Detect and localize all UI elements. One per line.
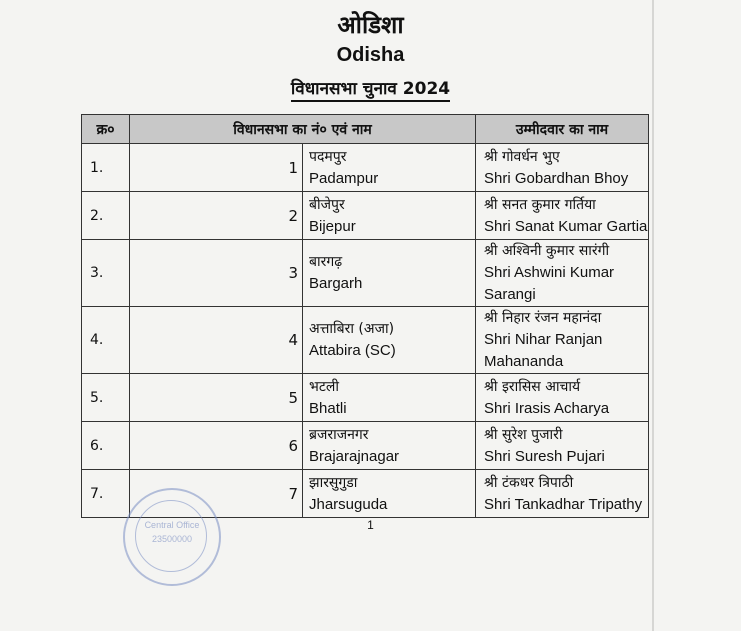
constituency-name-hindi: झारसुगुडा [309, 474, 358, 491]
candidate-name-english: Shri Sanat Kumar Gartia [484, 217, 648, 235]
page-title-hindi: ओडिशा [337, 11, 404, 39]
party-seal-stamp [123, 488, 221, 586]
candidate-name-hindi: श्री गोवर्धन भुए [484, 148, 560, 165]
candidate-name-cell [476, 240, 649, 307]
candidate-name-hindi: श्री सनत कुमार गर्तिया [484, 196, 596, 213]
constituency-name-cell [303, 307, 476, 374]
constituency-number-cell: 4 [130, 307, 303, 374]
constituency-name-cell [303, 192, 476, 240]
serial-cell: 7. [82, 470, 130, 518]
constituency-name-english: Attabira (SC) [309, 342, 396, 359]
candidate-name-english: Shri Ashwini Kumar Sarangi [484, 264, 615, 303]
page-subtitle [0, 76, 741, 99]
serial-cell: 6. [82, 422, 130, 470]
candidate-name-cell [476, 470, 649, 518]
subtitle-text: विधानसभा चुनाव 2024 [291, 79, 450, 102]
candidate-name-english: Shri Nihar Ranjan Mahananda [484, 331, 603, 370]
constituency-name-cell [303, 470, 476, 518]
constituency-name-english: Padampur [309, 169, 379, 187]
constituency-number-cell: 2 [130, 192, 303, 240]
candidate-name-hindi: श्री अश्विनी कुमार सारंगी [484, 243, 610, 259]
constituency-name-english: Bijepur [309, 217, 356, 235]
candidate-name-english: Shri Irasis Acharya [484, 399, 610, 417]
table-row [82, 422, 649, 470]
serial-cell: 5. [82, 374, 130, 422]
serial-cell: 1. [82, 144, 130, 192]
seal-text-office: Central Office [144, 520, 200, 530]
serial-cell: 4. [82, 307, 130, 374]
header-serial: क्र० [82, 115, 130, 144]
page-number: 1 [367, 518, 374, 532]
constituency-name-hindi: भटली [309, 378, 340, 395]
constituency-number-cell: 5 [130, 374, 303, 422]
candidates-table [81, 114, 649, 518]
constituency-name-english: Bhatli [309, 399, 347, 417]
table-row [82, 240, 649, 307]
constituency-name-cell [303, 144, 476, 192]
table-row [82, 307, 649, 374]
table-row [82, 144, 649, 192]
constituency-name-hindi: बारगढ़ [309, 254, 343, 270]
table-body [82, 144, 649, 518]
candidate-name-hindi: श्री सुरेश पुजारी [484, 426, 563, 443]
table-header-row [82, 115, 649, 144]
constituency-name-hindi: पदमपुर [309, 148, 347, 165]
page-title-english: Odisha [336, 44, 405, 66]
serial-cell: 3. [82, 240, 130, 307]
table-row [82, 374, 649, 422]
candidate-name-hindi: श्री निहार रंजन महानंदा [484, 310, 602, 326]
candidate-name-cell [476, 192, 649, 240]
candidate-name-cell [476, 144, 649, 192]
constituency-name-english: Bargarh [309, 275, 363, 292]
candidate-name-english: Shri Suresh Pujari [484, 447, 605, 465]
constituency-name-cell [303, 374, 476, 422]
header-candidate: उम्मीदवार का नाम [476, 115, 649, 144]
serial-cell: 2. [82, 192, 130, 240]
candidate-name-hindi: श्री टंकधर त्रिपाठी [484, 474, 574, 491]
candidate-name-cell [476, 307, 649, 374]
constituency-number-cell: 6 [130, 422, 303, 470]
constituency-name-cell [303, 240, 476, 307]
candidate-name-hindi: श्री इरासिस आचार्य [484, 378, 581, 395]
constituency-number-cell: 7 [130, 470, 303, 518]
candidate-name-english: Shri Gobardhan Bhoy [484, 169, 629, 187]
constituency-name-hindi: ब्रजराजनगर [309, 426, 369, 443]
candidate-name-english: Shri Tankadhar Tripathy [484, 495, 643, 513]
seal-text-number: 23500000 [151, 534, 193, 544]
table-row [82, 192, 649, 240]
constituency-name-cell [303, 422, 476, 470]
candidate-name-cell [476, 374, 649, 422]
constituency-number-cell: 3 [130, 240, 303, 307]
constituency-name-english: Jharsuguda [309, 495, 388, 513]
header-constituency: विधानसभा का नं० एवं नाम [130, 115, 476, 144]
constituency-name-english: Brajarajnagar [309, 447, 400, 465]
constituency-name-hindi: अत्ताबिरा (अजा) [309, 321, 395, 337]
constituency-number-cell: 1 [130, 144, 303, 192]
constituency-name-hindi: बीजेपुर [309, 196, 345, 213]
candidate-name-cell [476, 422, 649, 470]
